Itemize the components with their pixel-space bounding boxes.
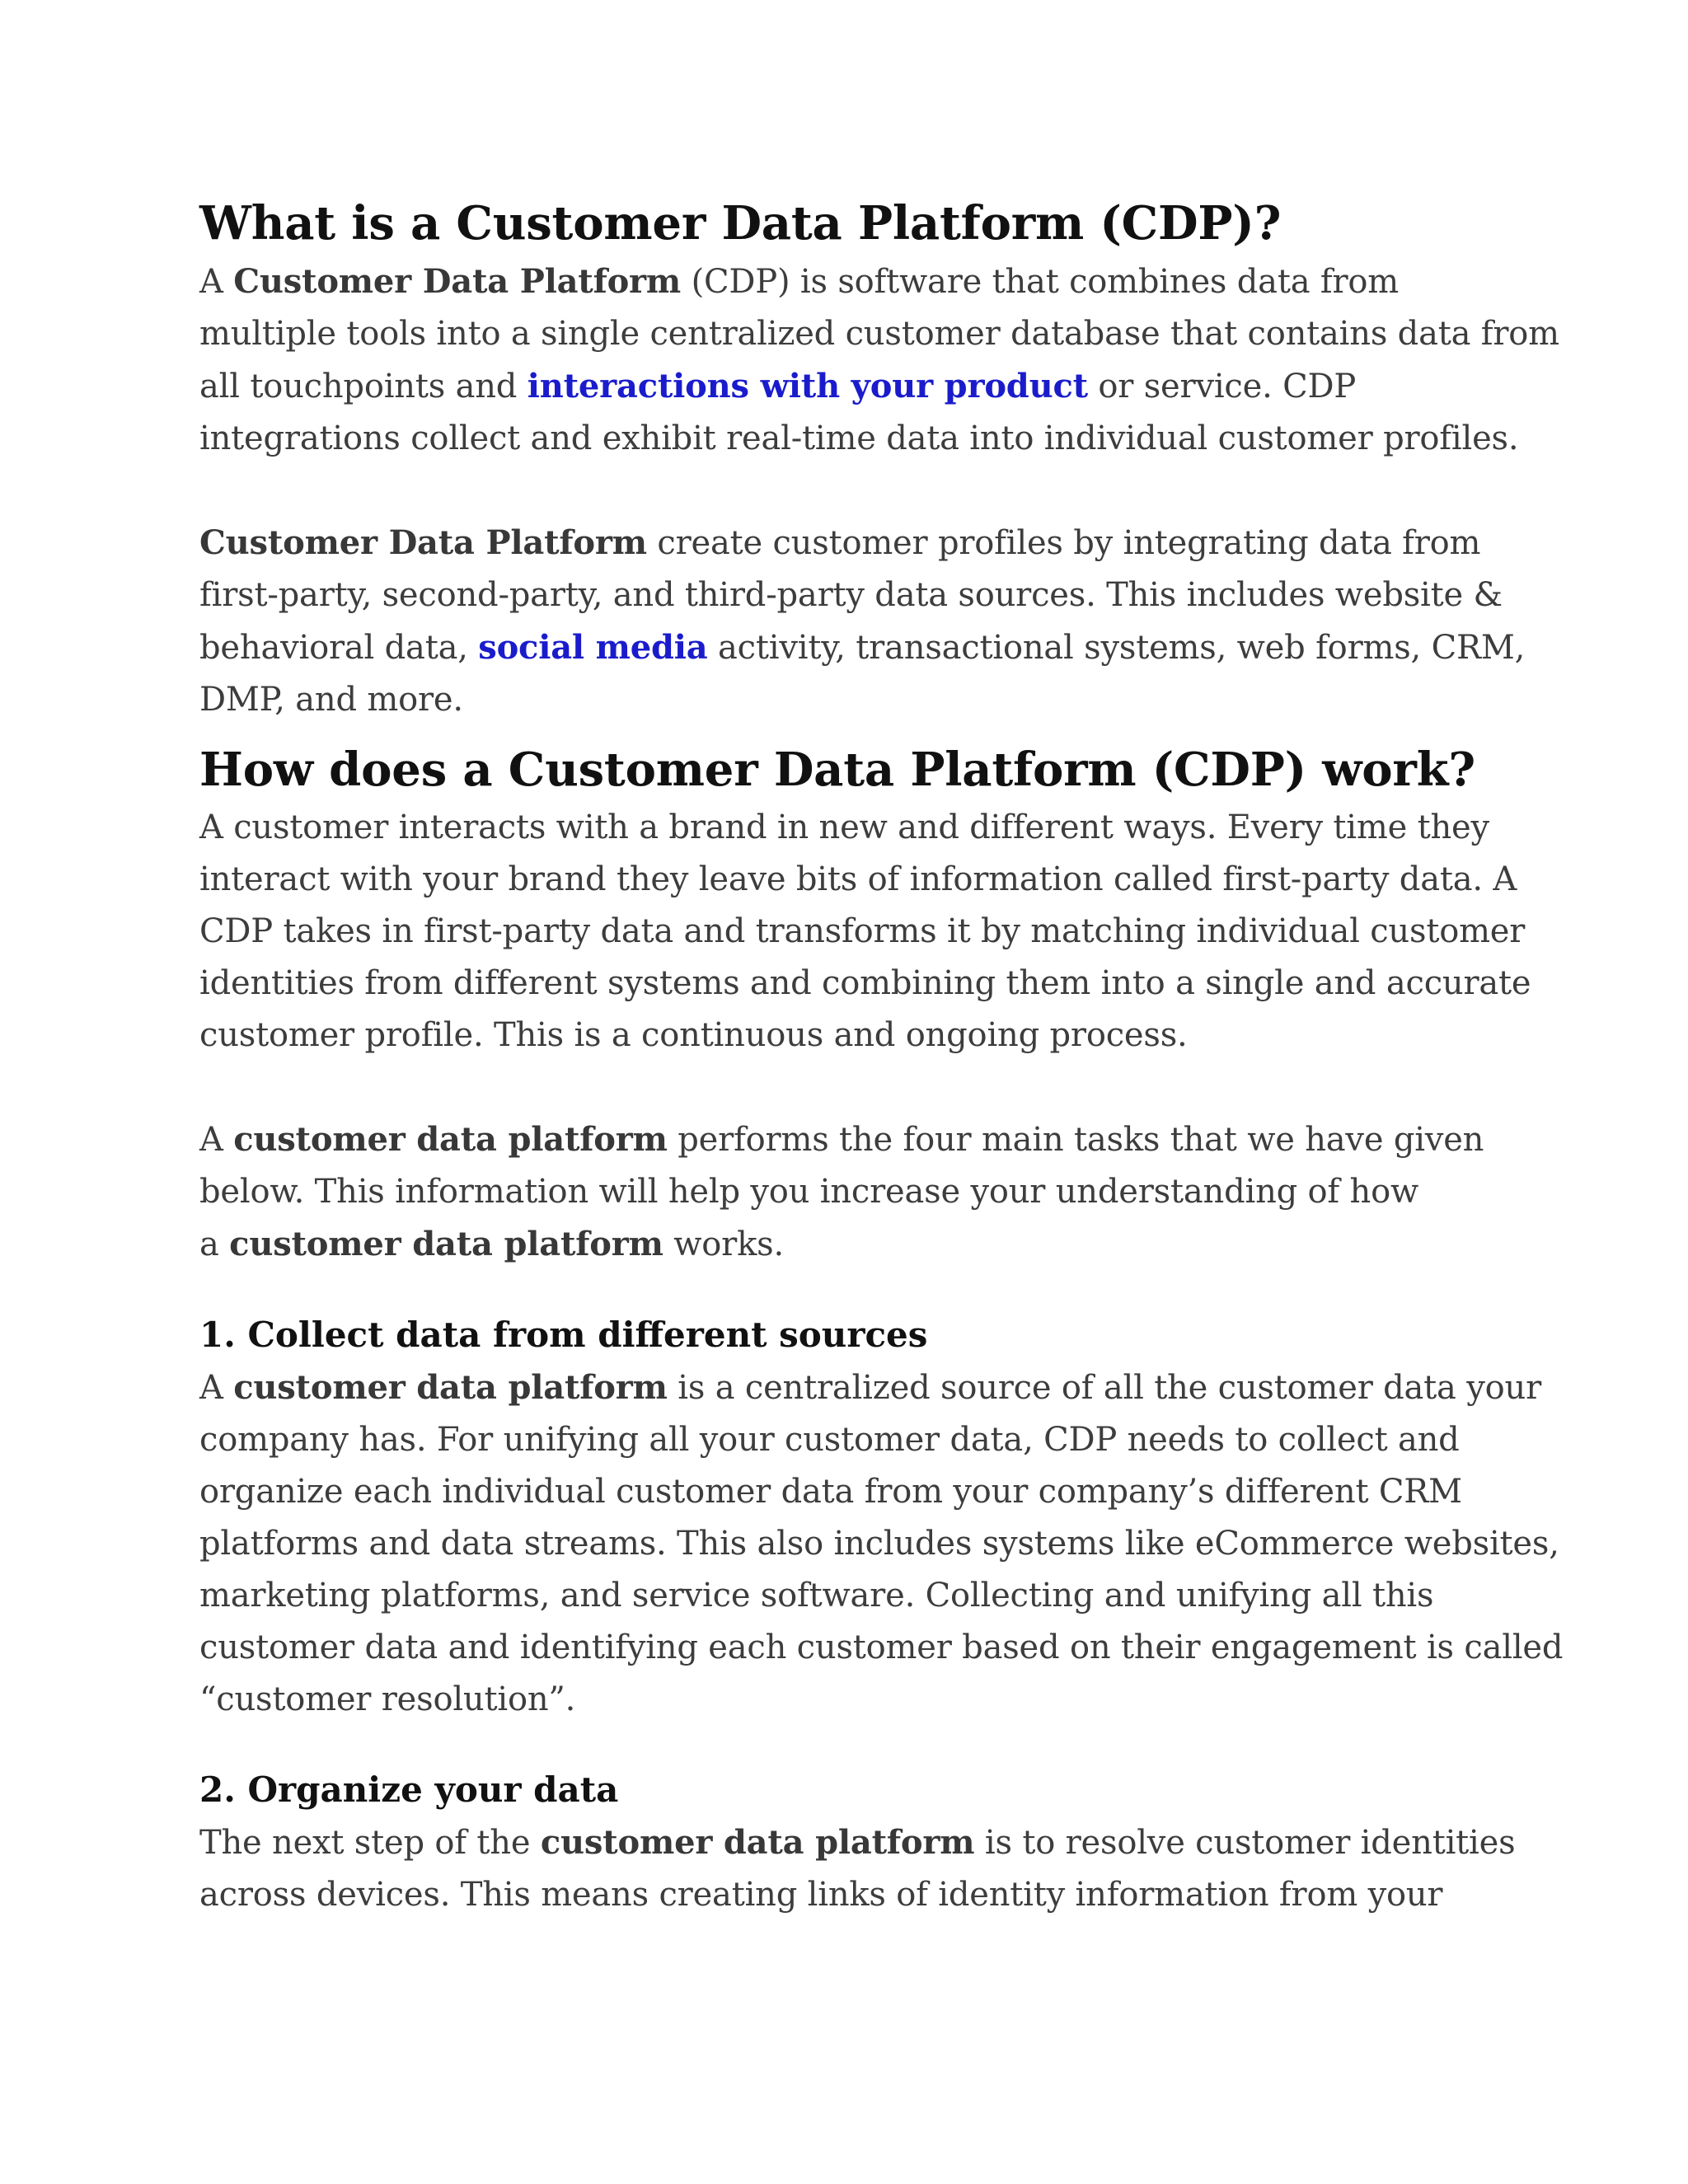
step-heading-organize-data: 2. Organize your data — [199, 1769, 619, 1810]
text-line: customer data and identifying each customer based on their engagement is called — [199, 1629, 1564, 1666]
link-interactions-with-your-product[interactable]: interactions with your product — [527, 367, 1088, 405]
text-line — [199, 621, 1526, 674]
text-line: integrations collect and exhibit real-time data into individual customer profiles. — [199, 419, 1519, 457]
text-run: behavioral data, — [199, 629, 479, 667]
text-line: company has. For unifying all your customer data, CDP needs to collect and — [199, 1421, 1460, 1459]
text-run: works. — [663, 1226, 784, 1263]
text-line: multiple tools into a single centralized customer database that contains data from — [199, 315, 1559, 353]
text-line: identities from different systems and combining them into a single and accurate — [199, 964, 1531, 1002]
text-run: A — [199, 263, 234, 301]
text-run: create customer profiles by integrating data from — [646, 524, 1481, 562]
text-run: activity, transactional systems, web forms, CRM, — [707, 629, 1526, 667]
section-heading-how-cdp-works: How does a Customer Data Platform (CDP) work? — [199, 743, 1475, 797]
section-heading-what-is-cdp: What is a Customer Data Platform (CDP)? — [199, 196, 1282, 251]
text-run: The next step of the — [199, 1824, 541, 1862]
paragraph-customer-interacts — [199, 802, 1531, 1062]
text-line: DMP, and more. — [199, 681, 463, 719]
text-run: is a centralized source of all the customer data your — [667, 1369, 1541, 1407]
text-run: all touchpoints and — [199, 368, 528, 405]
text-line: organize each individual customer data from your company’s different CRM — [199, 1473, 1462, 1511]
text-run: performs the four main tasks that we have given — [667, 1121, 1484, 1159]
text-line — [199, 1218, 1518, 1271]
text-line — [199, 1816, 1518, 1869]
bold-term: Customer Data Platform — [233, 262, 682, 301]
text-line: interact with your brand they leave bits of information called first-party data. A — [199, 860, 1517, 898]
bold-term: customer data platform — [229, 1225, 663, 1263]
paragraph-cdp-definition — [199, 255, 1559, 465]
text-line: “customer resolution”. — [199, 1680, 576, 1718]
paragraph-gap — [199, 465, 1518, 517]
paragraph-cdp-profiles — [199, 517, 1526, 726]
text-run: is to resolve customer identities — [974, 1824, 1516, 1862]
step-heading-collect-data: 1. Collect data from different sources — [199, 1315, 928, 1355]
link-social-media[interactable]: social media — [478, 628, 708, 667]
paragraph-four-tasks — [199, 1113, 1518, 1271]
heading-gap — [199, 1726, 1518, 1764]
bold-term: customer data platform — [540, 1823, 975, 1862]
text-line — [199, 1361, 1541, 1414]
heading-gap — [199, 726, 1518, 738]
text-line: first-party, second-party, and third-party data sources. This includes website & — [199, 576, 1503, 614]
text-line: below. This information will help you increase your understanding of how — [199, 1173, 1419, 1211]
text-line — [199, 255, 1518, 308]
bold-term: customer data platform — [233, 1120, 668, 1159]
bold-term: customer data platform — [233, 1368, 668, 1407]
text-run: a — [199, 1226, 230, 1263]
text-line — [199, 1113, 1518, 1166]
text-run: A — [199, 1121, 234, 1159]
text-run: or service. CDP — [1087, 368, 1357, 405]
text-line: A customer interacts with a brand in new and different ways. Every time they — [199, 808, 1489, 846]
text-line: marketing platforms, and service software. Collecting and unifying all this — [199, 1577, 1434, 1615]
text-run: (CDP) is software that combines data from — [681, 263, 1399, 301]
paragraph-collect-data — [199, 1361, 1564, 1726]
heading-gap — [199, 1271, 1518, 1309]
paragraph-organize-data — [199, 1816, 1518, 1921]
text-line — [199, 517, 1518, 569]
text-line — [199, 360, 1518, 413]
text-line: customer profile. This is a continuous and ongoing process. — [199, 1016, 1188, 1054]
text-run: A — [199, 1369, 234, 1407]
document-page — [199, 191, 1564, 1921]
bold-term: Customer Data Platform — [199, 523, 647, 562]
text-line: CDP takes in first-party data and transforms it by matching individual customer — [199, 912, 1526, 950]
text-line: across devices. This means creating links of identity information from your — [199, 1876, 1443, 1914]
text-line: platforms and data streams. This also includes systems like eCommerce websites, — [199, 1525, 1559, 1563]
paragraph-gap — [199, 1062, 1518, 1113]
